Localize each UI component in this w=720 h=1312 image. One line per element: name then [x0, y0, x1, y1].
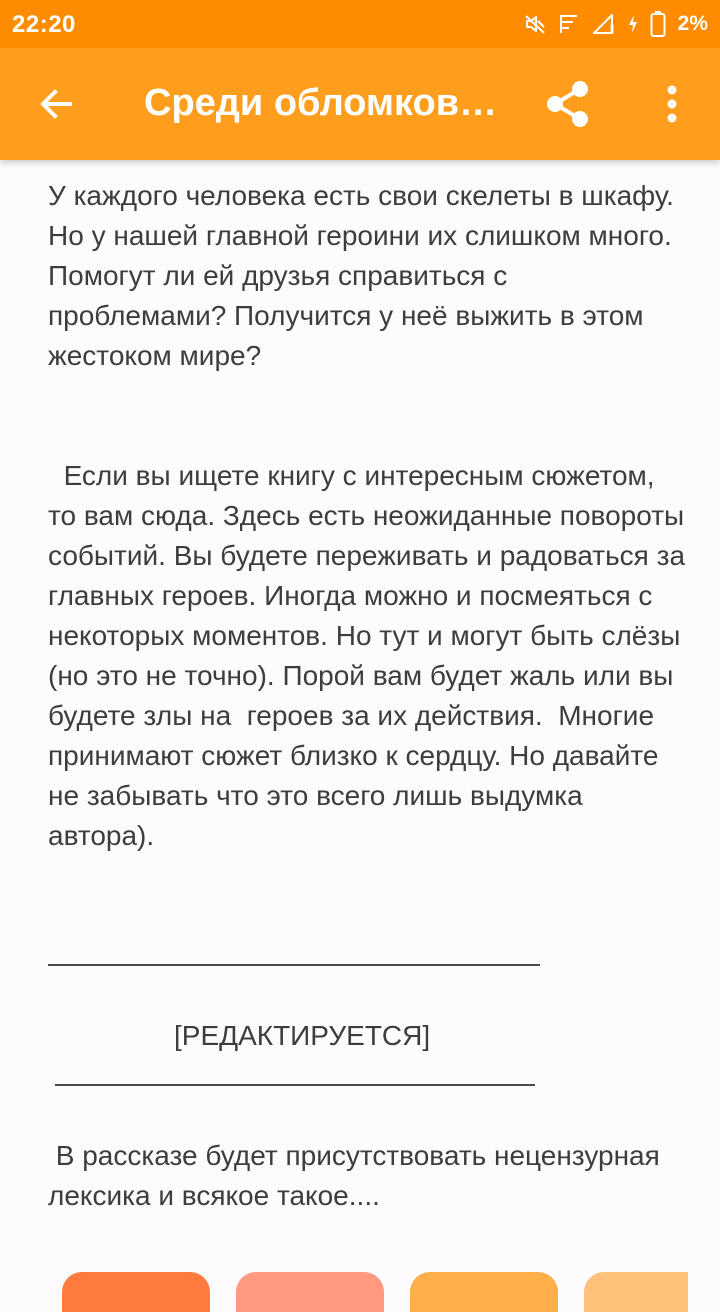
charging-icon — [628, 13, 638, 35]
status-icons — [524, 9, 708, 39]
tag-chip[interactable] — [236, 1272, 384, 1312]
back-button[interactable] — [28, 76, 84, 132]
signal-icon — [592, 13, 616, 35]
muted-icon — [524, 13, 546, 35]
status-bar — [0, 0, 720, 48]
divider-top — [48, 964, 540, 966]
tag-chip[interactable] — [584, 1272, 688, 1312]
tag-chip[interactable] — [410, 1272, 558, 1312]
editing-label: [РЕДАКТИРУЕТСЯ] — [174, 1020, 431, 1051]
page-title: Среди обломков… — [144, 82, 498, 124]
more-options-button[interactable] — [646, 76, 698, 132]
tag-chip[interactable] — [62, 1272, 210, 1312]
more-vertical-icon — [666, 84, 678, 124]
tags-row — [62, 1272, 688, 1312]
battery-percent: 2% — [677, 12, 708, 35]
battery-icon — [650, 10, 666, 38]
description-paragraph-2: Если вы ищете книгу с интересным сюжетом, то вам сюда. Здесь есть неожиданные повороты событий. Вы будете переживать и радоваться за главных героев. Иногда можно и посмеяться с некоторых моментов. Но тут и могут быть слёзы (но это не точно). Порой вам будет жаль или вы будете злы на героев за их действия. Многие принимают сюжет близко к сердцу. Но давайте не забывать что это всего лишь выдумка автора). — [48, 460, 693, 851]
status-time: 22:20 — [12, 11, 76, 38]
arrow-back-icon — [36, 84, 76, 124]
share-icon — [542, 78, 594, 130]
description-paragraph-1: У каждого человека есть свои скелеты в шкафу. Но у нашей главной героини их слишком много. Помогут ли ей друзья справиться с проблемами? Получится у неё выжить в этом жестоком мире? — [48, 180, 682, 371]
share-button[interactable] — [538, 76, 598, 132]
description — [48, 176, 693, 856]
divider-bottom — [55, 1084, 535, 1086]
description-paragraph-3: В рассказе будет присутствовать нецензурная лексика и всякое такое.... — [48, 1140, 668, 1211]
app-bar — [0, 48, 720, 160]
notification-icon — [558, 13, 580, 35]
